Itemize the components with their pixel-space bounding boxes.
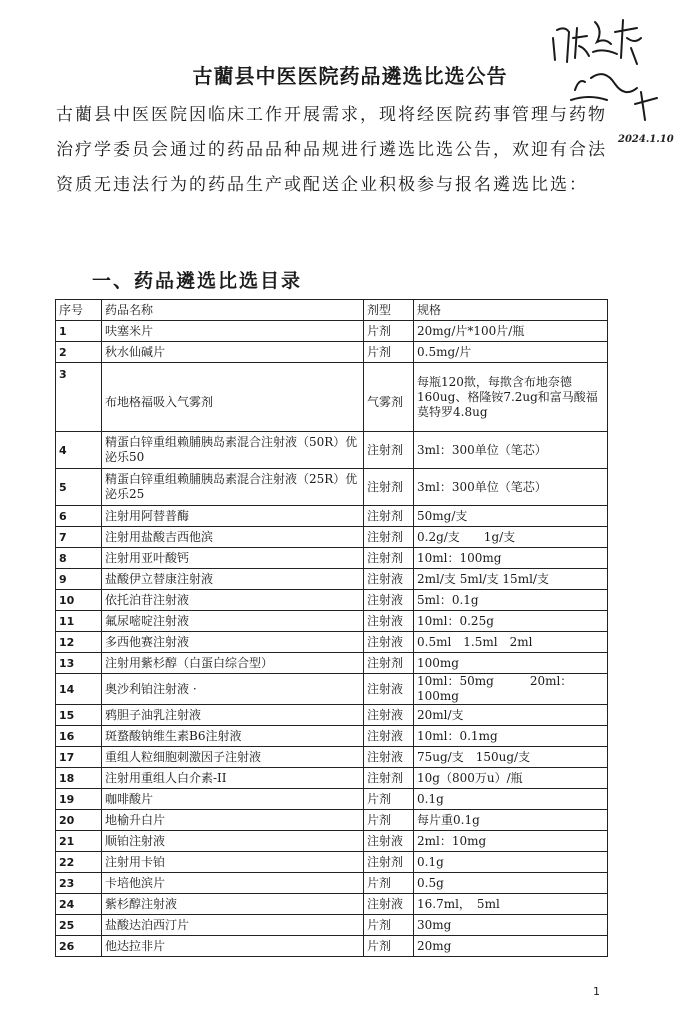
- row-drug-name: 奥沙利铂注射液 ·: [102, 674, 364, 705]
- row-index: 7: [56, 527, 102, 548]
- row-drug-name: 精蛋白锌重组赖脯胰岛素混合注射液（50R）优泌乐50: [102, 432, 364, 469]
- table-row: [56, 321, 608, 342]
- row-specification: 10ml：50mg 20ml：100mg: [414, 674, 608, 705]
- header-specification: 规格: [414, 300, 608, 321]
- table-row: [56, 894, 608, 915]
- row-dosage-form: 注射液: [364, 611, 414, 632]
- row-index: 23: [56, 873, 102, 894]
- row-specification: 20ml/支: [414, 705, 608, 726]
- table-row: [56, 632, 608, 653]
- row-drug-name: 重组人粒细胞刺激因子注射液: [102, 747, 364, 768]
- row-drug-name: 注射用紫杉醇（白蛋白综合型）: [102, 653, 364, 674]
- row-drug-name: 卡培他滨片: [102, 873, 364, 894]
- row-specification: 2ml/支 5ml/支 15ml/支: [414, 569, 608, 590]
- row-index: 19: [56, 789, 102, 810]
- row-specification: 16.7ml， 5ml: [414, 894, 608, 915]
- table-row: [56, 674, 608, 705]
- row-drug-name: 精蛋白锌重组赖脯胰岛素混合注射液（25R）优泌乐25: [102, 469, 364, 506]
- row-index: 21: [56, 831, 102, 852]
- row-index: 17: [56, 747, 102, 768]
- row-specification: 0.1g: [414, 852, 608, 873]
- row-specification: 75ug/支 150ug/支: [414, 747, 608, 768]
- row-specification: 20mg: [414, 936, 608, 957]
- row-specification: 0.5ml 1.5ml 2ml: [414, 632, 608, 653]
- table-row: [56, 726, 608, 747]
- table-row: [56, 569, 608, 590]
- table-row: [56, 705, 608, 726]
- row-dosage-form: 注射液: [364, 632, 414, 653]
- table-row: [56, 653, 608, 674]
- row-drug-name: 鸦胆子油乳注射液: [102, 705, 364, 726]
- row-specification: 2ml：10mg: [414, 831, 608, 852]
- row-dosage-form: 注射液: [364, 674, 414, 705]
- row-drug-name: 盐酸达泊西汀片: [102, 915, 364, 936]
- row-index: 8: [56, 548, 102, 569]
- row-specification: 10ml：0.25g: [414, 611, 608, 632]
- row-index: 20: [56, 810, 102, 831]
- row-drug-name: 注射用亚叶酸钙: [102, 548, 364, 569]
- table-row: [56, 342, 608, 363]
- row-drug-name: 布地格福吸入气雾剂: [102, 363, 364, 432]
- row-index: 6: [56, 506, 102, 527]
- row-dosage-form: 注射液: [364, 569, 414, 590]
- table-row: [56, 831, 608, 852]
- table-row: [56, 873, 608, 894]
- row-dosage-form: 注射液: [364, 747, 414, 768]
- header-index: 序号: [56, 300, 102, 321]
- row-specification: 0.5mg/片: [414, 342, 608, 363]
- row-drug-name: 他达拉非片: [102, 936, 364, 957]
- header-dosage-form: 剂型: [364, 300, 414, 321]
- row-dosage-form: 注射剂: [364, 469, 414, 506]
- table-row: [56, 527, 608, 548]
- row-drug-name: 注射用卡铂: [102, 852, 364, 873]
- document-title: 古藺县中医医院药品遴选比选公告: [192, 64, 508, 88]
- row-dosage-form: 注射剂: [364, 768, 414, 789]
- row-drug-name: 顺铂注射液: [102, 831, 364, 852]
- row-specification: 0.5g: [414, 873, 608, 894]
- table-row: [56, 936, 608, 957]
- row-drug-name: 斑蝥酸钠维生素B6注射液: [102, 726, 364, 747]
- table-row: [56, 915, 608, 936]
- row-dosage-form: 注射液: [364, 831, 414, 852]
- handwritten-date: 2024.1.10: [618, 134, 674, 145]
- table-row: [56, 506, 608, 527]
- row-drug-name: 多西他赛注射液: [102, 632, 364, 653]
- row-index: 22: [56, 852, 102, 873]
- row-dosage-form: 注射液: [364, 726, 414, 747]
- row-drug-name: 咖啡酸片: [102, 789, 364, 810]
- row-specification: 3ml：300单位（笔芯）: [414, 469, 608, 506]
- row-specification: 0.1g: [414, 789, 608, 810]
- row-drug-name: 氟尿嘧啶注射液: [102, 611, 364, 632]
- drug-table: [55, 299, 608, 957]
- table-row: [56, 363, 608, 432]
- table-row: [56, 548, 608, 569]
- row-drug-name: 注射用重组人白介素-II: [102, 768, 364, 789]
- row-index: 9: [56, 569, 102, 590]
- row-drug-name: 呋塞米片: [102, 321, 364, 342]
- table-row: [56, 852, 608, 873]
- row-dosage-form: 注射液: [364, 590, 414, 611]
- row-drug-name: 紫杉醇注射液: [102, 894, 364, 915]
- row-specification: 每片重0.1g: [414, 810, 608, 831]
- row-drug-name: 注射用阿替普酶: [102, 506, 364, 527]
- row-dosage-form: 片剂: [364, 789, 414, 810]
- table-row: [56, 611, 608, 632]
- row-index: 25: [56, 915, 102, 936]
- row-index: 12: [56, 632, 102, 653]
- row-dosage-form: 气雾剂: [364, 363, 414, 432]
- row-dosage-form: 片剂: [364, 810, 414, 831]
- table-row: [56, 768, 608, 789]
- table-row: [56, 747, 608, 768]
- row-index: 4: [56, 432, 102, 469]
- row-dosage-form: 注射剂: [364, 432, 414, 469]
- table-row: [56, 789, 608, 810]
- page-number: 1: [593, 985, 600, 998]
- table-header-row: [56, 300, 608, 321]
- row-specification: 5ml：0.1g: [414, 590, 608, 611]
- row-drug-name: 注射用盐酸吉西他滨: [102, 527, 364, 548]
- row-drug-name: 地榆升白片: [102, 810, 364, 831]
- row-index: 1: [56, 321, 102, 342]
- row-specification: 10g（800万u）/瓶: [414, 768, 608, 789]
- intro-paragraph: 古藺县中医医院因临床工作开展需求，现将经医院药事管理与药物治疗学委员会通过的药品品种品规进行遴选比选公告，欢迎有合法资质无违法行为的药品生产或配送企业积极参与报名遴选比选：: [56, 105, 607, 195]
- row-drug-name: 依托泊苷注射液: [102, 590, 364, 611]
- section-heading: 一、药品遴选比选目录: [92, 270, 303, 292]
- row-specification: 10ml：100mg: [414, 548, 608, 569]
- row-specification: 30mg: [414, 915, 608, 936]
- row-index: 3: [56, 363, 102, 432]
- row-specification: 3ml：300单位（笔芯）: [414, 432, 608, 469]
- row-index: 11: [56, 611, 102, 632]
- row-specification: 50mg/支: [414, 506, 608, 527]
- table-row: [56, 810, 608, 831]
- table-row: [56, 469, 608, 506]
- row-index: 13: [56, 653, 102, 674]
- row-drug-name: 秋水仙碱片: [102, 342, 364, 363]
- row-index: 26: [56, 936, 102, 957]
- row-dosage-form: 注射剂: [364, 852, 414, 873]
- row-dosage-form: 注射剂: [364, 527, 414, 548]
- row-dosage-form: 片剂: [364, 915, 414, 936]
- row-specification: 20mg/片*100片/瓶: [414, 321, 608, 342]
- row-dosage-form: 片剂: [364, 321, 414, 342]
- row-dosage-form: 注射液: [364, 705, 414, 726]
- row-dosage-form: 注射剂: [364, 506, 414, 527]
- row-dosage-form: 片剂: [364, 342, 414, 363]
- row-index: 18: [56, 768, 102, 789]
- row-dosage-form: 片剂: [364, 873, 414, 894]
- table-row: [56, 590, 608, 611]
- row-specification: 10ml：0.1mg: [414, 726, 608, 747]
- row-dosage-form: 片剂: [364, 936, 414, 957]
- row-dosage-form: 注射液: [364, 894, 414, 915]
- row-dosage-form: 注射剂: [364, 653, 414, 674]
- row-specification: 100mg: [414, 653, 608, 674]
- row-index: 15: [56, 705, 102, 726]
- table-row: [56, 432, 608, 469]
- row-index: 2: [56, 342, 102, 363]
- row-index: 24: [56, 894, 102, 915]
- row-index: 16: [56, 726, 102, 747]
- row-index: 5: [56, 469, 102, 506]
- row-specification: 0.2g/支 1g/支: [414, 527, 608, 548]
- row-index: 14: [56, 674, 102, 705]
- row-dosage-form: 注射剂: [364, 548, 414, 569]
- row-drug-name: 盐酸伊立替康注射液: [102, 569, 364, 590]
- row-index: 10: [56, 590, 102, 611]
- header-drug-name: 药品名称: [102, 300, 364, 321]
- row-specification: 每瓶120揿，每揿含布地奈德160ug、格隆铵7.2ug和富马酸福莫特罗4.8ug: [414, 363, 608, 432]
